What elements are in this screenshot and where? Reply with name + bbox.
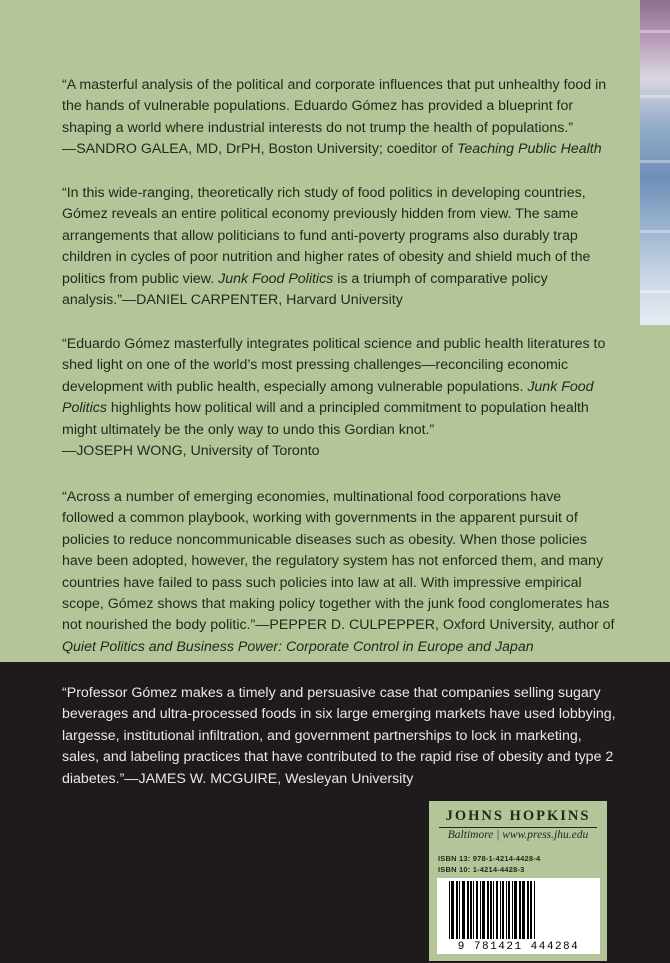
strip-band	[640, 95, 670, 98]
barcode-bar	[490, 881, 492, 939]
barcode-bar	[462, 881, 465, 939]
isbn-13: ISBN 13: 978-1-4214-4428-4	[438, 854, 541, 863]
blurb-text: “Eduardo Gómez masterfully integrates political science and public health literatures to shed light on one of the world’s most pressing challenges—reconciling economic development with public health, especially among vulnerable populations. Junk Food Politics highlights how political will and a principled commitment to population health might ultimately be the only way to undo this Gordian knot.”	[62, 336, 606, 438]
barcode-bar	[512, 881, 513, 939]
strip-band	[640, 290, 670, 293]
barcode-bar	[480, 881, 481, 939]
strip-band	[640, 30, 670, 33]
blurb-text: “A masterful analysis of the political and corporate influences that put unhealthy food in the hands of vulnerable populations. Eduardo Gómez has provided a blueprint for shaping a world where industrial interests do not trump the health of populations.”	[62, 77, 607, 136]
barcode-bar	[482, 881, 485, 939]
barcode-bar	[519, 881, 521, 939]
strip-band	[640, 230, 670, 233]
publisher-rule	[439, 827, 597, 828]
publisher-name: JOHNS HOPKINS	[445, 808, 591, 824]
barcode-bar	[522, 881, 525, 939]
publisher-block	[429, 801, 607, 961]
blurb-wong	[62, 334, 617, 462]
barcode-bar	[470, 881, 472, 939]
blurb-attribution: —SANDRO GALEA, MD, DrPH, Boston University; coeditor of Teaching Public Health	[62, 141, 602, 158]
strip-band	[640, 160, 670, 163]
barcode-bar	[496, 881, 498, 939]
publisher-location: Baltimore | www.press.jhu.edu	[447, 829, 589, 841]
blurb-attribution: —JOSEPH WONG, University of Toronto	[62, 443, 320, 460]
blurb-culpepper	[62, 487, 617, 658]
blurb-mcguire	[62, 683, 617, 790]
barcode-bar	[487, 881, 489, 939]
barcode-bar	[500, 881, 501, 939]
barcode-bar	[449, 881, 450, 939]
isbn-barcode	[437, 878, 600, 954]
barcode-bar	[456, 881, 458, 939]
barcode-bar	[530, 881, 532, 939]
barcode-digits: 9 781421 444284	[457, 941, 580, 953]
barcode-bar	[527, 881, 529, 939]
blurb-text: “Across a number of emerging economies, multinational food corporations have followed a common playbook, working with governments in the apparent pursuit of policies to reduce noncommunicable diseases such as obesity. When those policies have been adopted, however, the regulatory system has not enforced them, and many countries have failed to pass such policies into law at all. With impressive empirical scope, Gómez shows that making policy together with the junk food conglomerates has not nourished the body politic.”—PEPPER D. CULPEPPER, Oxford University, author of Quiet Politics and Business Power: Corporate Control in Europe and Japan	[62, 489, 615, 655]
barcode-bars	[437, 878, 600, 942]
barcode-bar	[502, 881, 504, 939]
barcode-bar	[508, 881, 510, 939]
barcode-bar	[473, 881, 474, 939]
blurb-galea	[62, 75, 617, 161]
barcode-bar	[534, 881, 535, 939]
barcode-bar	[459, 881, 460, 939]
blurb-text: “Professor Gómez makes a timely and persuasive case that companies selling sugary beverages and ultra-processed foods in six large emerging markets have used lobbying, largesse, institutional infiltration, and government partnerships to lock in marketing, sales, and labeling practices that have contributed to the rapid rise of obesity and type 2 diabetes.”—JAMES W. MCGUIRE, Wesleyan University	[62, 685, 616, 787]
barcode-bar	[467, 881, 469, 939]
barcode-bar	[493, 881, 494, 939]
blurb-carpenter	[62, 183, 617, 311]
isbn-10: ISBN 10: 1-4214-4428-3	[438, 865, 525, 874]
blurb-text: “In this wide-ranging, theoretically rich study of food politics in developing countries, Gómez reveals an entire political economy previously hidden from view. The same arrangements that allow politicians to fund anti-poverty programs also durably trap children in cycles of poor nutrition and higher rates of obesity and shield much of the politics from public view. Junk Food Politics is a triumph of comparative policy analysis.”—DANIEL CARPENTER, Harvard University	[62, 185, 591, 309]
barcode-bar	[476, 881, 478, 939]
barcode-bar	[451, 881, 454, 939]
spine-art-strip	[640, 0, 670, 325]
barcode-bar	[514, 881, 517, 939]
barcode-bar	[506, 881, 507, 939]
